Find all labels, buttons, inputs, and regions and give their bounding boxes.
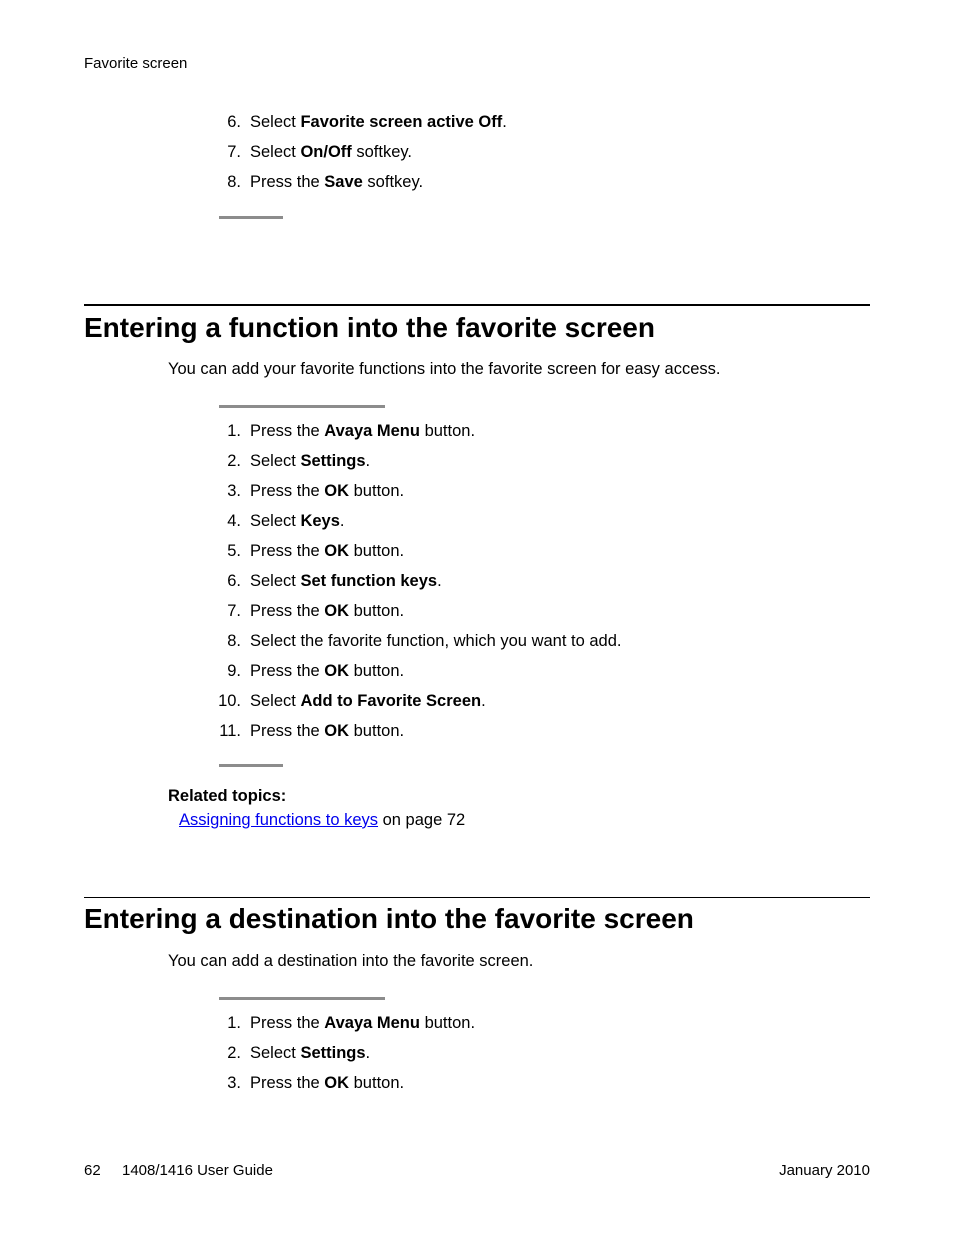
step-text-plain: button.: [349, 542, 405, 560]
step-number: 9.: [227, 662, 241, 680]
step-text: [250, 451, 370, 471]
procedure-end-bar: [219, 764, 283, 767]
step-text: [250, 541, 404, 561]
step-text-plain: button.: [349, 602, 405, 620]
step-text-plain: Press the: [250, 722, 325, 740]
step-text-plain: softkey.: [351, 143, 412, 161]
section-intro: You can add your favorite functions into the favorite screen for easy access.: [168, 360, 721, 378]
step-text-plain: .: [502, 113, 507, 131]
step-number: 10.: [218, 692, 241, 710]
step-text: [250, 631, 621, 651]
step-text-plain: Press the: [250, 542, 325, 560]
step-text-plain: Press the: [250, 602, 325, 620]
step-text-plain: Press the: [250, 1074, 325, 1092]
step-number: 8.: [227, 173, 241, 191]
section-title: Entering a destination into the favorite screen: [84, 903, 694, 934]
step-text: [250, 142, 412, 162]
related-topics-heading: Related topics:: [168, 787, 287, 805]
step-text-plain: Select: [250, 572, 301, 590]
step-text-plain: button.: [419, 1014, 476, 1032]
step-text: [250, 112, 507, 132]
step-text: [250, 511, 345, 531]
procedure-start-bar: [219, 405, 385, 408]
step-ui-term: Favorite screen active Off: [300, 113, 503, 131]
step-text-plain: Press the: [250, 1014, 325, 1032]
step-text-plain: Select: [250, 452, 301, 470]
step-text-plain: softkey.: [362, 173, 424, 191]
step-text-plain: Press the: [250, 422, 325, 440]
procedure-start-bar: [219, 997, 385, 1000]
section-title: Entering a function into the favorite screen: [84, 312, 655, 343]
step-ui-term: OK: [324, 722, 350, 740]
step-text: [250, 661, 404, 681]
related-topic-link[interactable]: Assigning functions to keys: [179, 811, 379, 829]
step-text-plain: Select: [250, 113, 301, 131]
step-text-plain: Select: [250, 1044, 301, 1062]
step-ui-term: OK: [324, 662, 350, 680]
step-text-plain: Press the: [250, 482, 325, 500]
step-text-plain: button.: [349, 722, 405, 740]
step-text-plain: Press the: [250, 662, 325, 680]
section-intro: You can add a destination into the favorite screen.: [168, 952, 534, 970]
step-text-plain: Select: [250, 692, 301, 710]
step-number: 7.: [227, 602, 241, 620]
step-text-plain: .: [481, 692, 486, 710]
step-ui-term: OK: [324, 482, 350, 500]
step-number: 6.: [227, 572, 241, 590]
section-rule: [84, 897, 870, 898]
step-text: [250, 1013, 475, 1033]
procedure-end-bar: [219, 216, 283, 219]
step-text-plain: Select the favorite function, which you want to add.: [250, 632, 622, 650]
step-ui-term: Avaya Menu: [324, 422, 420, 440]
section-rule: [84, 304, 870, 306]
step-ui-term: OK: [324, 1074, 350, 1092]
step-ui-term: Keys: [300, 512, 340, 530]
step-text: [250, 691, 486, 711]
guide-title: 1408/1416 User Guide: [122, 1162, 273, 1179]
step-number: 2.: [227, 1044, 241, 1062]
step-ui-term: Settings: [300, 452, 366, 470]
step-text-plain: button.: [349, 662, 405, 680]
step-text-plain: Select: [250, 143, 301, 161]
step-number: 4.: [227, 512, 241, 530]
step-ui-term: Save: [324, 173, 363, 191]
step-text-plain: button.: [349, 1074, 405, 1092]
step-number: 6.: [227, 113, 241, 131]
step-text-plain: .: [365, 1044, 371, 1062]
step-text: [250, 421, 475, 441]
step-number: 3.: [227, 1074, 241, 1092]
related-topic-item: [179, 811, 465, 830]
step-number: 11.: [219, 722, 241, 740]
step-text-plain: .: [365, 452, 371, 470]
step-number: 1.: [227, 422, 241, 440]
step-number: 1.: [227, 1014, 241, 1032]
step-text-plain: button.: [419, 422, 476, 440]
step-text: [250, 1073, 404, 1093]
step-text-plain: Select: [250, 512, 301, 530]
publication-date: January 2010: [779, 1162, 870, 1179]
step-text: [250, 571, 442, 591]
step-ui-term: Avaya Menu: [324, 1014, 420, 1032]
step-ui-term: OK: [324, 542, 350, 560]
step-text-plain: .: [339, 512, 345, 530]
step-ui-term: Set function keys: [300, 572, 438, 590]
step-text: [250, 1043, 370, 1063]
step-number: 2.: [227, 452, 241, 470]
step-number: 7.: [227, 143, 241, 161]
step-ui-term: Settings: [300, 1044, 366, 1062]
step-text-plain: Press the: [250, 173, 325, 191]
step-text: [250, 172, 423, 192]
step-ui-term: Add to Favorite Screen: [300, 692, 482, 710]
step-ui-term: On/Off: [300, 143, 352, 161]
step-ui-term: OK: [324, 602, 350, 620]
step-text-plain: button.: [349, 482, 405, 500]
step-number: 8.: [227, 632, 241, 650]
step-number: 5.: [227, 542, 241, 560]
page-number: 62: [84, 1162, 101, 1179]
step-text: [250, 601, 404, 621]
step-number: 3.: [227, 482, 241, 500]
running-head: Favorite screen: [84, 55, 188, 72]
step-text: [250, 721, 404, 741]
step-text: [250, 481, 404, 501]
related-topic-page: on page 72: [378, 811, 466, 829]
step-text-plain: .: [437, 572, 442, 590]
